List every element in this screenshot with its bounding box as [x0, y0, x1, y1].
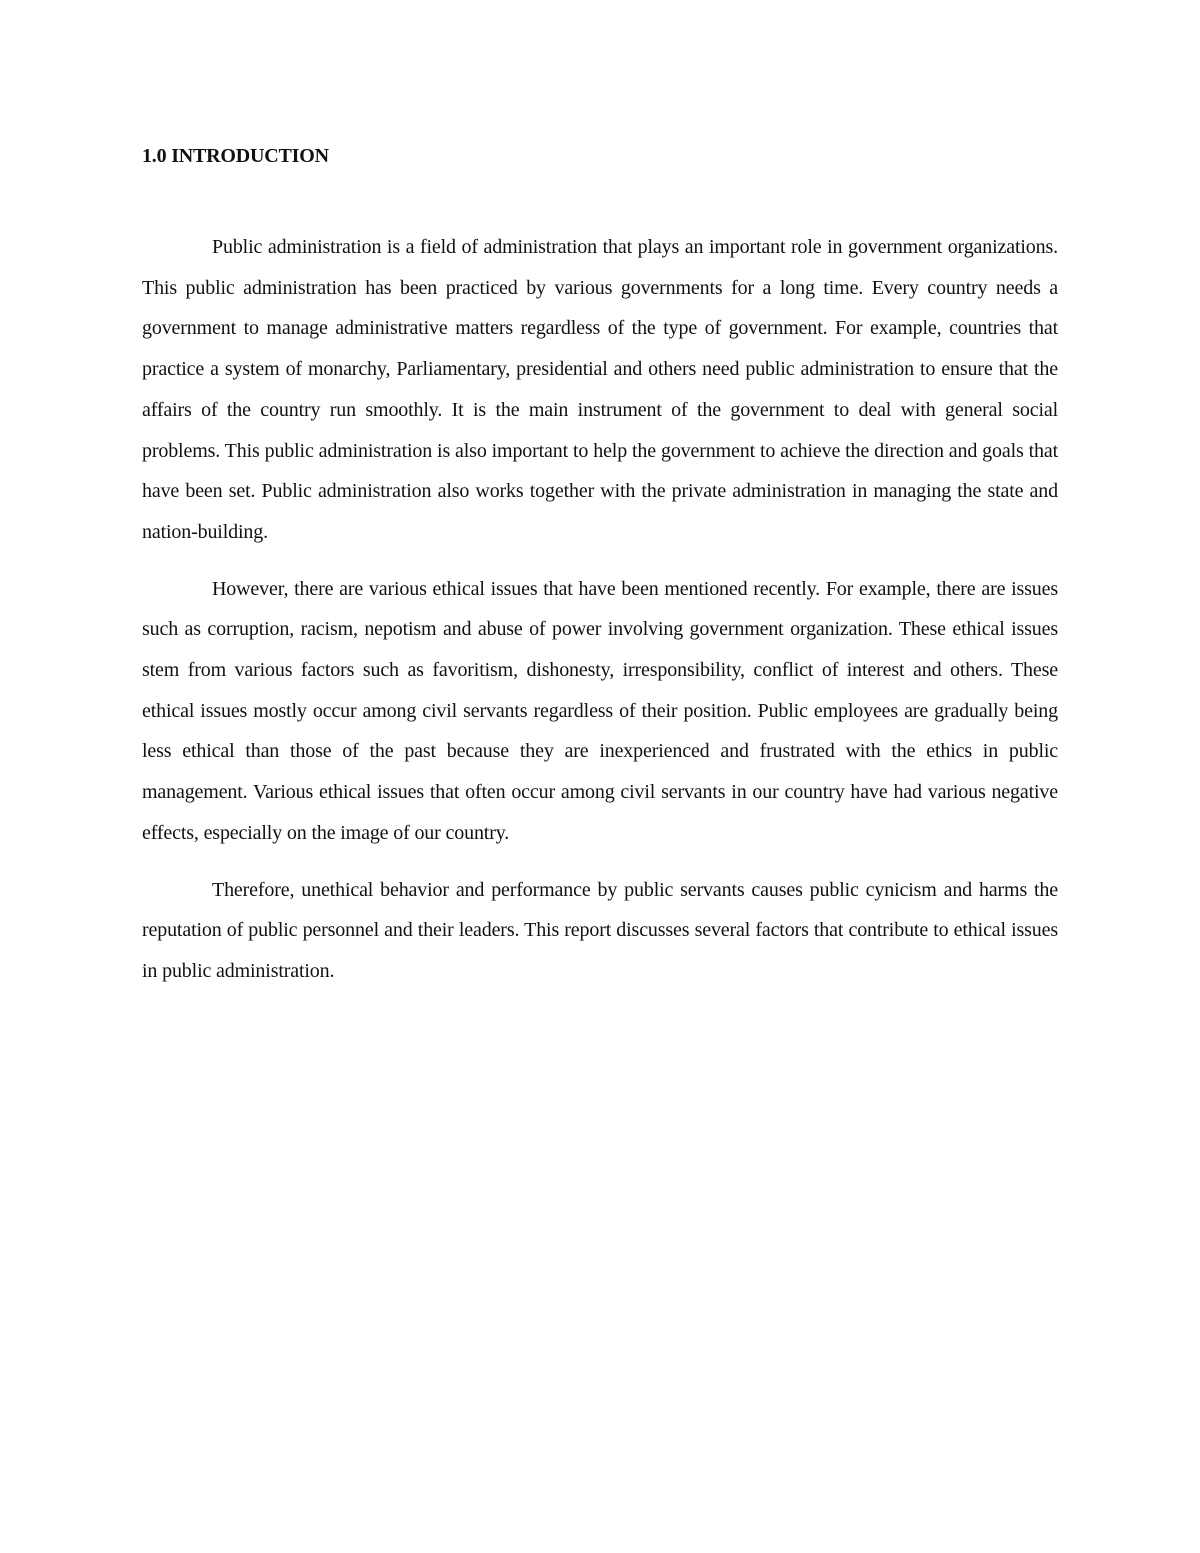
paragraph-ethical-issues: However, there are various ethical issues that have been mentioned recently. For example, there are issues such as corruption, racism, nepotism and abuse of power involving government organization. These ethical issues stem from various factors such as favoritism, dishonesty, irresponsibility, conflict of interest and others. These ethical issues mostly occur among civil servants regardless of their position. Public employees are gradually being less ethical than those of the past because they are inexperienced and frustrated with the ethics in public management. Various ethical issues that often occur among civil servants in our country have had various negative effects, especially on the image of our country.	[142, 577, 1058, 844]
document-body	[142, 142, 1058, 992]
section-heading: 1.0 INTRODUCTION	[142, 145, 329, 167]
paragraph-conclusion: Therefore, unethical behavior and performance by public servants causes public cynicism and harms the reputation of public personnel and their leaders. This report discusses several factors that contribute to ethical issues in public administration.	[142, 878, 1058, 982]
paragraph-introduction: Public administration is a field of administration that plays an important role in government organizations. This public administration has been practiced by various governments for a long time. Every country needs a government to manage administrative matters regardless of the type of government. For example, countries that practice a system of monarchy, Parliamentary, presidential and others need public administration to ensure that the affairs of the country run smoothly. It is the main instrument of the government to deal with general social problems. This public administration is also important to help the government to achieve the direction and goals that have been set. Public administration also works together with the private administration in managing the state and nation-building.	[142, 236, 1058, 543]
